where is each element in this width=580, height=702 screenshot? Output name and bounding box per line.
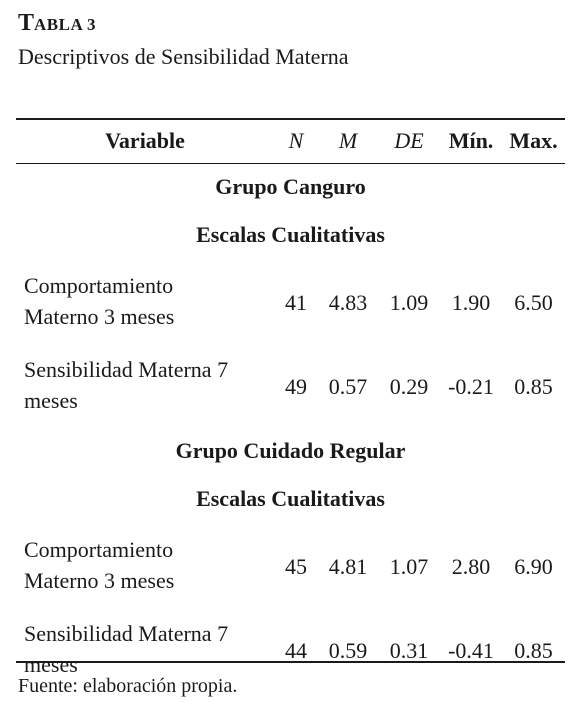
cell-m: 0.59 [328,638,368,663]
group-heading: Grupo Cuidado Regular [175,438,406,463]
col-header-de: DE [394,128,424,153]
group-heading-row [16,163,565,211]
variable-line: Comportamiento [24,273,174,298]
table-label-rest: ABLA 3 [34,15,97,34]
cell-max: 6.90 [514,554,553,579]
cell-de: 0.31 [389,638,429,663]
source-note: Fuente: elaboración propia. [18,675,238,697]
variable-line: meses [24,652,78,677]
group-subheading: Escalas Cualitativas [196,222,385,247]
table-row [16,343,565,427]
descriptives-table [16,119,565,691]
col-header-variable: Variable [105,128,185,153]
col-header-n: N [288,128,304,153]
variable-line: meses [24,388,78,413]
subheading-row [16,211,565,259]
subheading-row [16,475,565,523]
variable-line: Sensibilidad Materna 7 [24,357,229,382]
cell-n: 45 [285,554,307,579]
variable-cell [16,343,274,427]
cell-de: 0.29 [389,374,429,399]
variable-cell [16,259,274,343]
header-row [16,119,565,163]
cell-m: 4.83 [328,290,368,315]
cell-min: 1.90 [451,290,491,315]
cell-min: -0.21 [448,374,494,399]
table-row [16,259,565,343]
col-header-max: Max. [509,128,558,153]
cell-n: 41 [285,290,307,315]
cell-max: 6.50 [514,290,553,315]
cell-de: 1.09 [389,290,429,315]
group-subheading: Escalas Cualitativas [196,486,385,511]
variable-line: Sensibilidad Materna 7 [24,621,229,646]
variable-cell [16,523,274,607]
cell-max: 0.85 [514,638,553,663]
table-title: Descriptivos de Sensibilidad Materna [18,44,349,69]
variable-line: Materno 3 meses [24,304,175,329]
cell-n: 49 [285,374,307,399]
cell-min: -0.41 [448,638,494,663]
cell-min: 2.80 [451,554,491,579]
table-label [18,8,349,40]
cell-m: 4.81 [328,554,368,579]
cell-de: 1.07 [389,554,429,579]
cell-n: 44 [285,638,307,663]
col-header-m: M [338,128,358,153]
cell-m: 0.57 [328,374,368,399]
cell-max: 0.85 [514,374,553,399]
variable-line: Comportamiento [24,537,174,562]
table-label-initial: T [18,10,35,36]
group-heading-row [16,427,565,475]
col-header-min: Mín. [448,128,494,153]
group-heading: Grupo Canguro [215,174,366,199]
table-row [16,523,565,607]
table-caption [18,8,349,72]
variable-line: Materno 3 meses [24,568,175,593]
